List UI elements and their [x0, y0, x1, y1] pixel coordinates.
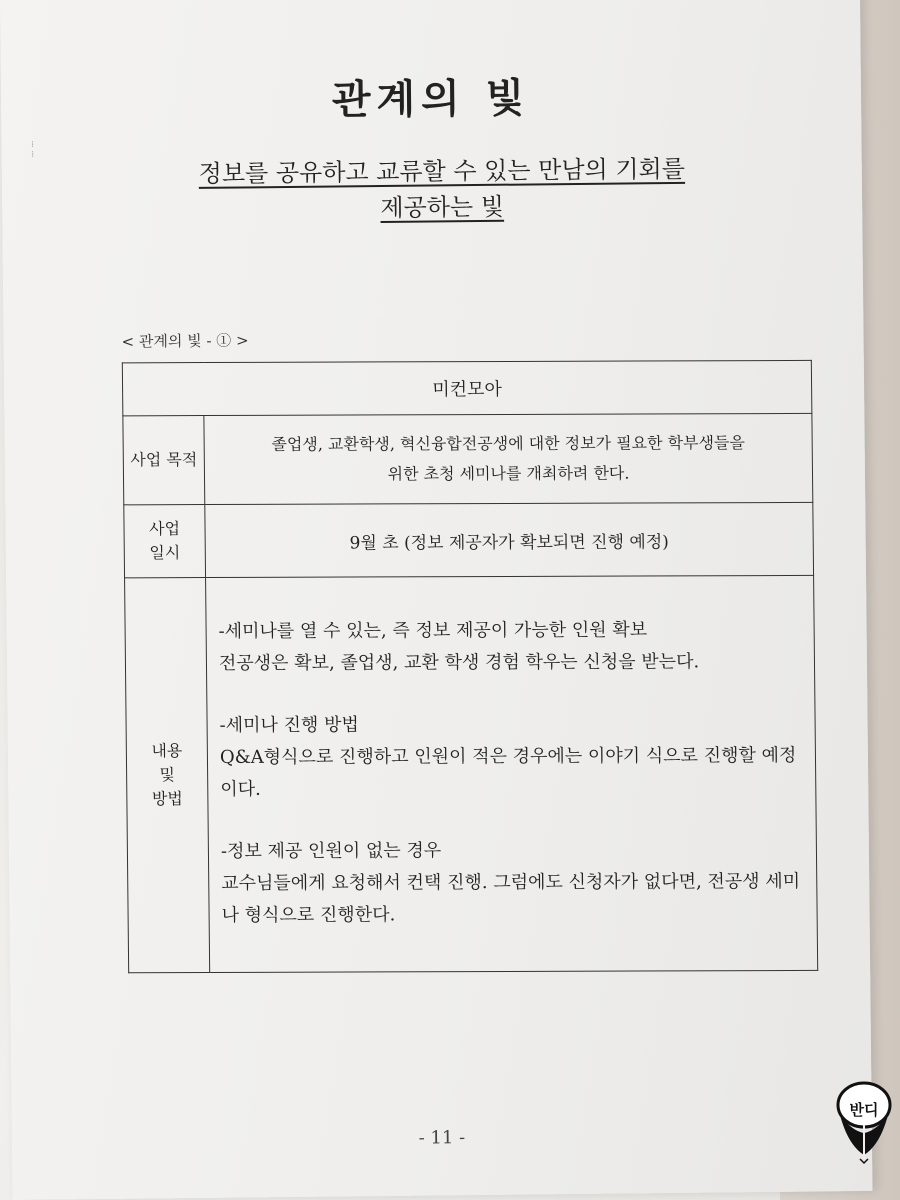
date-row — [124, 502, 814, 577]
date-value: 9월 초 (정보 제공자가 확보되면 진행 예정) — [205, 502, 814, 577]
method-heading: -정보 제공 인원이 없는 경우 — [220, 840, 442, 862]
purpose-value — [204, 413, 813, 504]
method-body: Q&A형식으로 진행하고 인원이 적은 경우에는 이야기 식으로 진행할 예정이다. — [219, 744, 797, 800]
method-heading: -세미나를 열 수 있는, 즉 정보 제공이 가능한 인원 확보 — [218, 619, 648, 642]
table-header-cell: 미컨모아 — [122, 360, 812, 415]
page-subtitle — [152, 150, 733, 228]
margin-pencil-mark: ⁞ ⁞ — [31, 139, 34, 159]
method-body: 교수님들에게 요청해서 컨택 진행. 그럼에도 신청자가 없다면, 전공생 세미나 형식으로 진행한다. — [221, 870, 801, 926]
table-header-row — [122, 360, 812, 415]
page-number: - 11 - — [418, 1127, 466, 1149]
date-label-line-1: 사업 — [148, 519, 181, 539]
method-block — [221, 834, 803, 932]
purpose-label: 사업 목적 — [123, 416, 205, 505]
method-row — [125, 575, 818, 972]
date-label-line-2: 일시 — [149, 543, 181, 563]
method-label — [125, 578, 210, 973]
method-content — [206, 575, 818, 972]
purpose-row — [123, 413, 813, 504]
bandi-logo-shape — [834, 1075, 894, 1165]
method-label-line-3: 방법 — [151, 789, 183, 809]
method-label-line-2: 및 — [159, 765, 175, 785]
subtitle-line-2: 제공하는 빛 — [380, 192, 505, 223]
page-title: 관계의 빛 — [331, 74, 531, 124]
method-block — [218, 614, 800, 680]
plan-table — [122, 360, 818, 973]
purpose-line-1: 졸업생, 교환학생, 혁신융합전공생에 대한 정보가 필요한 학부생들을 — [271, 433, 746, 454]
logo-text: 반디 — [849, 1101, 879, 1119]
table-caption: < 관계의 빛 - ① > — [121, 331, 249, 351]
subtitle-line-1: 정보를 공유하고 교류할 수 있는 만남의 기회를 — [198, 154, 686, 188]
bandi-logo-icon — [834, 1075, 894, 1165]
purpose-line-2: 위한 초청 세미나를 개최하려 한다. — [387, 463, 630, 484]
date-label — [124, 505, 206, 578]
method-label-line-1: 내용 — [151, 741, 183, 761]
method-heading: -세미나 진행 방법 — [219, 714, 359, 736]
method-block — [219, 708, 801, 806]
method-body: 전공생은 확보, 졸업생, 교환 학생 경험 학우는 신청을 받는다. — [218, 651, 700, 674]
